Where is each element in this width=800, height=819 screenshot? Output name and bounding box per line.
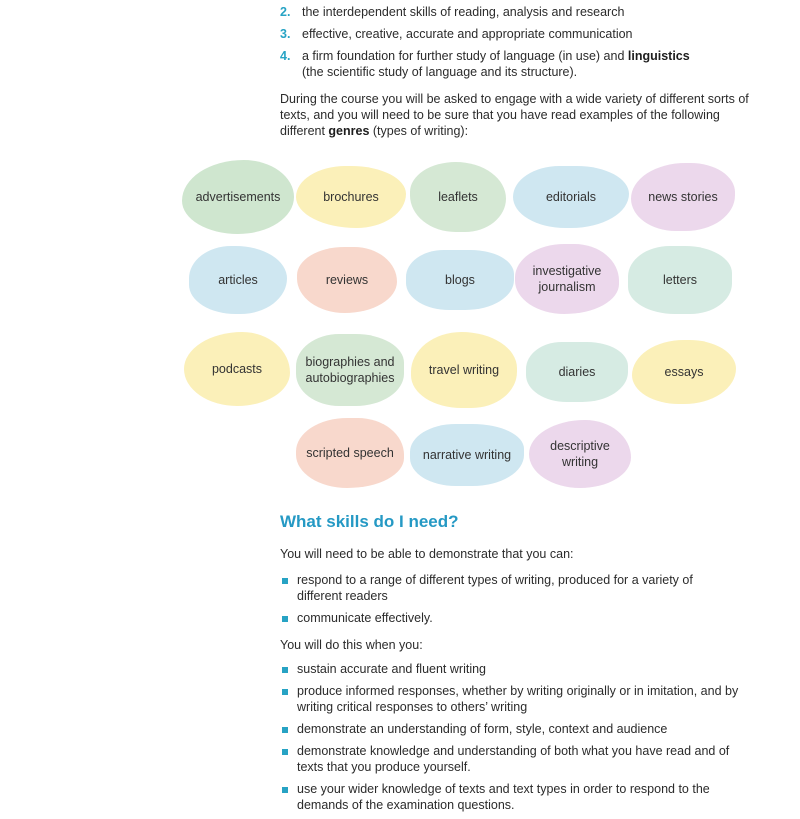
genre-bubble: letters (628, 246, 732, 314)
list-item-text: use your wider knowledge of texts and text types in order to respond to the demands of the examination questions. (297, 782, 710, 812)
aims-subtext: (the scientific study of language and its structure). (302, 65, 578, 79)
bullet-square-icon (282, 727, 288, 733)
list-item-text: communicate effectively. (297, 611, 433, 625)
genre-bubble: descriptive writing (529, 420, 631, 488)
list-number: 4. (280, 49, 291, 63)
list-item (280, 610, 740, 626)
list-item (280, 683, 740, 715)
list-item (280, 572, 740, 604)
intro-text-end: (types of writing): (369, 124, 469, 138)
list-number: 3. (280, 27, 291, 41)
aims-text: effective, creative, accurate and appropriate communication (302, 27, 633, 41)
list-number: 2. (280, 5, 291, 19)
skills-intro-1: You will need to be able to demonstrate that you can: (280, 547, 574, 561)
genre-bubble: investigative journalism (515, 244, 619, 314)
genre-bubble: blogs (406, 250, 514, 310)
genre-bubble: biographies and autobiographies (296, 334, 404, 406)
genre-bubble: brochures (296, 166, 406, 228)
bullet-square-icon (282, 578, 288, 584)
list-item (280, 661, 740, 677)
skills-list-1 (280, 572, 740, 632)
list-item-text: respond to a range of different types of writing, produced for a variety of different readers (297, 573, 693, 603)
list-item (280, 721, 740, 737)
genre-bubble: leaflets (410, 162, 506, 232)
bullet-square-icon (282, 689, 288, 695)
list-item-text: demonstrate knowledge and understanding of both what you have read and of texts that you produce yourself. (297, 744, 730, 774)
genre-bubble: essays (632, 340, 736, 404)
genre-bubble: news stories (631, 163, 735, 231)
genre-bubble: articles (189, 246, 287, 314)
genre-bubble: narrative writing (410, 424, 524, 486)
section-heading: What skills do I need? (280, 512, 459, 531)
skills-intro-2: You will do this when you: (280, 638, 423, 652)
intro-text: During the course you will be asked to engage with a wide variety of different sorts of texts, and you will need to be sure that you have read examples of the following different (280, 92, 749, 138)
genre-bubble: editorials (513, 166, 629, 228)
bullet-square-icon (282, 667, 288, 673)
keyword-genres: genres (328, 124, 370, 138)
genre-bubble: travel writing (411, 332, 517, 408)
genre-bubble: advertisements (182, 160, 294, 234)
bullet-square-icon (282, 749, 288, 755)
bullet-square-icon (282, 787, 288, 793)
list-item (280, 743, 740, 775)
list-item-text: demonstrate an understanding of form, style, context and audience (297, 722, 668, 736)
aims-text: the interdependent skills of reading, analysis and research (302, 5, 625, 19)
genre-bubble: scripted speech (296, 418, 404, 488)
skills-list-2 (280, 661, 740, 819)
genre-bubble: podcasts (184, 332, 290, 406)
aims-text: a firm foundation for further study of language (in use) and (302, 49, 628, 63)
list-item (280, 781, 740, 813)
genre-bubble: reviews (297, 247, 397, 313)
list-item-text: sustain accurate and fluent writing (297, 662, 486, 676)
list-item-text: produce informed responses, whether by writing originally or in imitation, and by writing critical responses to others’ writing (297, 684, 739, 714)
bullet-square-icon (282, 616, 288, 622)
genre-bubble: diaries (526, 342, 628, 402)
keyword-linguistics: linguistics (627, 49, 690, 63)
